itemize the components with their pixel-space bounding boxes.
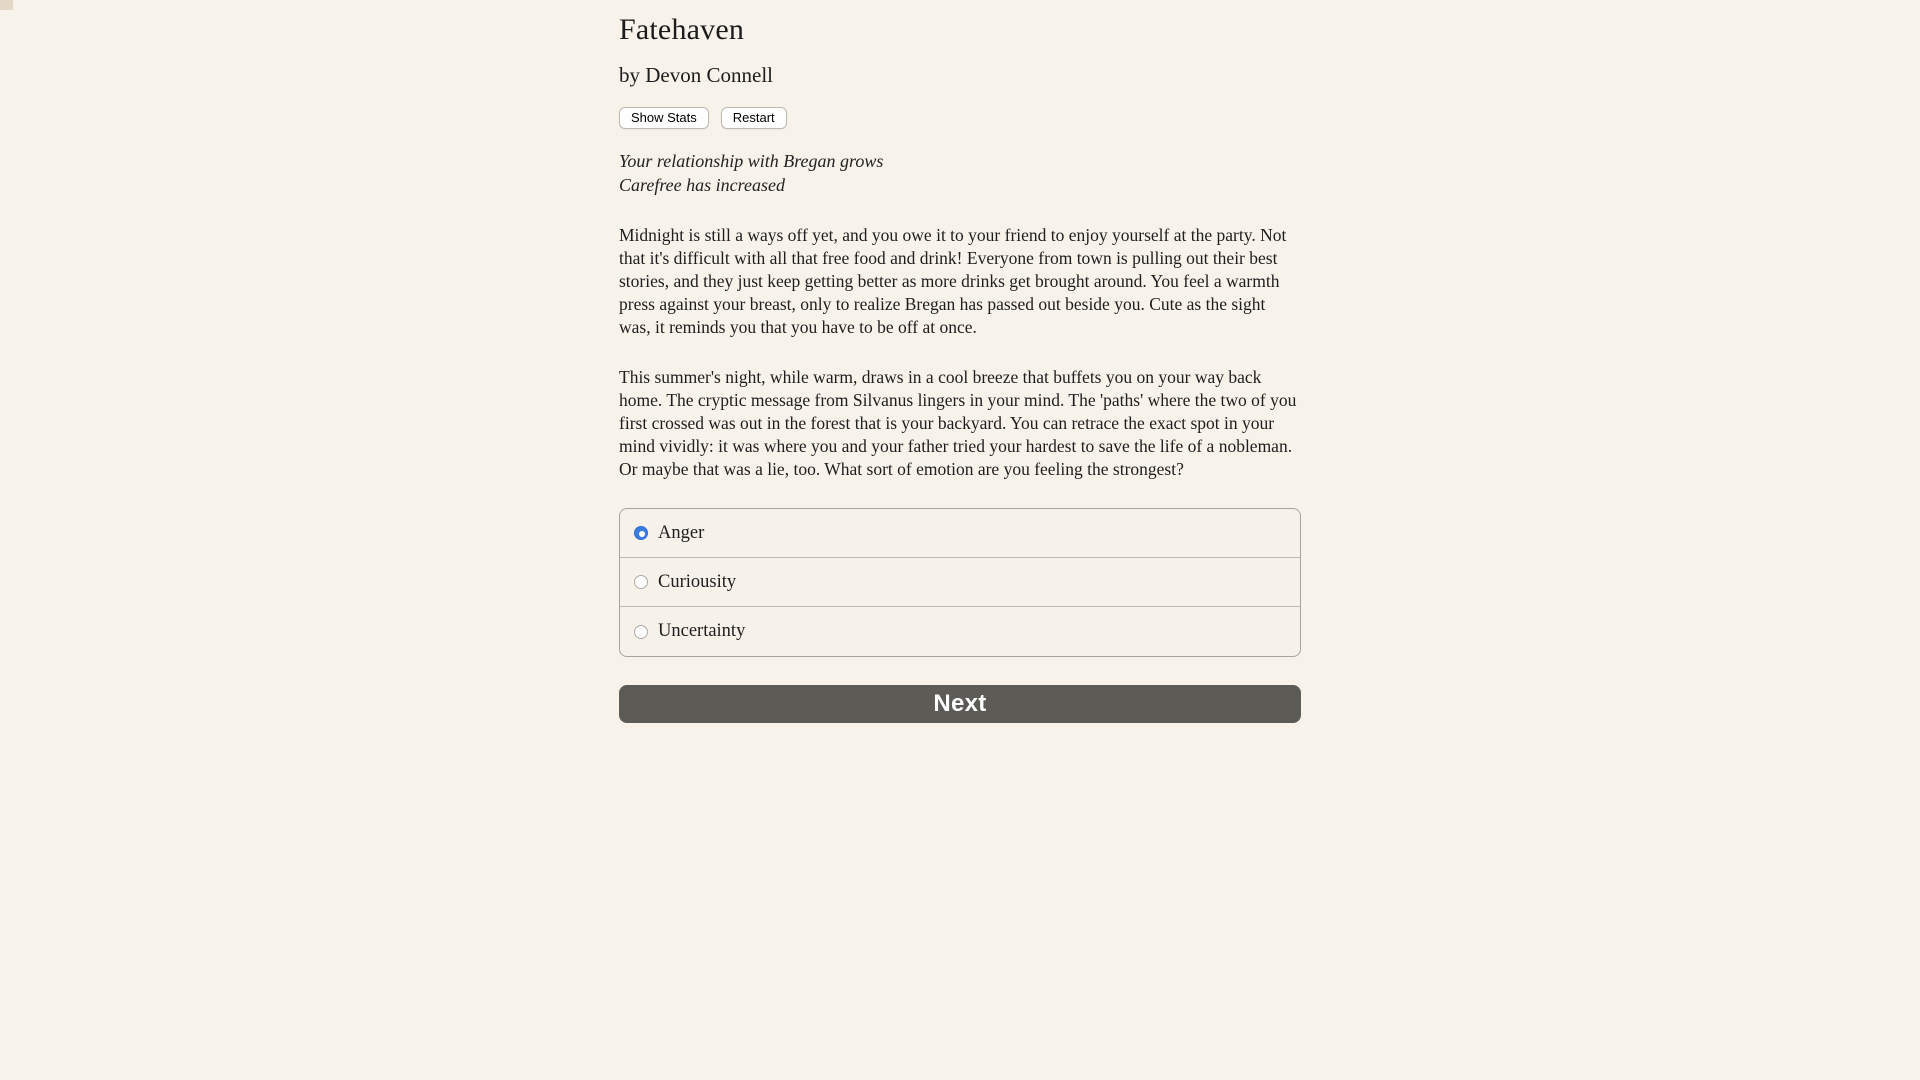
author-byline: by Devon Connell [619, 63, 773, 87]
choice-option-label: Anger [658, 522, 705, 543]
choice-option-label: Curiousity [658, 571, 737, 592]
page-title: Fatehaven [619, 13, 745, 46]
choice-option-uncertainty[interactable] [620, 607, 1300, 656]
story-paragraph: This summer's night, while warm, draws in a cool breeze that buffets you on your way back home. The cryptic message from Silvanus lingers in your mind. The 'paths' where the two of you first crossed was out in the forest that is your backyard. You can retrace the exact spot in your mind vividly: it was where you and your father tried your hardest to save the life of a nobleman. Or maybe that was a lie, too. What sort of emotion are you feeling the strongest? [619, 367, 1297, 479]
choice-option-label: Uncertainty [658, 621, 746, 641]
toolbar [619, 107, 1301, 129]
story-paragraph: Midnight is still a ways off yet, and you owe it to your friend to enjoy yourself at the party. Not that it's difficult with all that free food and drink! Everyone from town is pulling out their best stories, and they just keep getting better as more drinks get brought around. You feel a warmth press against your breast, only to realize Bregan has passed out beside you. Cute as the sight was, it reminds you that you have to be off at once. [619, 225, 1287, 337]
choice-option-anger[interactable] [620, 509, 1300, 558]
show-stats-button[interactable]: Show Stats [619, 107, 709, 129]
stat-change-notices [619, 149, 1301, 197]
next-button[interactable]: Next [619, 685, 1301, 723]
game-page [619, 0, 1301, 723]
choice-options-group [619, 508, 1301, 657]
stat-change-line: Your relationship with Bregan grows [619, 151, 884, 171]
radio-button-icon[interactable] [634, 625, 648, 639]
story-text [619, 224, 1301, 481]
stat-change-line: Carefree has increased [619, 175, 785, 195]
choice-option-curiousity[interactable] [620, 558, 1300, 607]
restart-button[interactable]: Restart [721, 107, 787, 129]
corner-artifact [0, 0, 13, 10]
radio-button-icon[interactable] [634, 575, 648, 589]
radio-button-icon[interactable] [634, 526, 648, 540]
